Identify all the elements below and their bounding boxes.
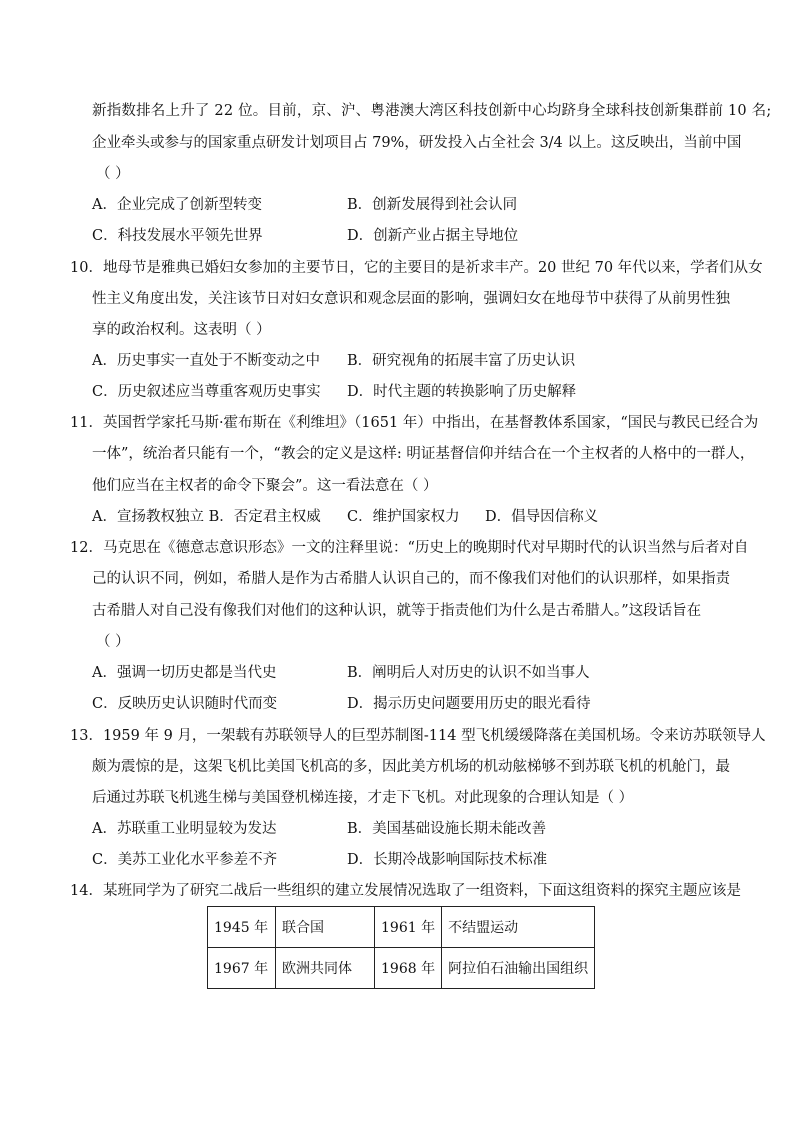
q9-line-3: （ ） [96, 166, 130, 182]
q12-option-a: A．强调一切历史都是当代史 [92, 665, 277, 681]
q12-line-4: （ ） [96, 634, 130, 650]
table-cell: 联合国 [276, 907, 375, 948]
q12-option-c: C．反映历史认识随时代而变 [92, 696, 278, 712]
q9-option-c: C．科技发展水平领先世界 [92, 228, 263, 244]
q12-line-3: 古希腊人对自己没有像我们对他们的这种认识，就等于指责他们为什么是古希腊人。”这段话旨在 [92, 603, 702, 619]
q13-line-1: 13．1959 年 9 月，一架载有苏联领导人的巨型苏制图-114 型飞机缓缓降落在美国机场。令来访苏联领导人 [70, 728, 766, 744]
q9-option-b: B．创新发展得到社会认同 [347, 197, 518, 213]
q12-option-d: D．揭示历史问题要用历史的眼光看待 [347, 696, 591, 712]
q13-option-b: B．美国基础设施长期未能改善 [347, 821, 547, 837]
organizations-table [207, 906, 595, 989]
q12-option-b: B．阐明后人对历史的认识不如当事人 [347, 665, 590, 681]
q10-line-3: 享的政治权利。这表明（ ） [92, 322, 271, 338]
table-cell: 1945 年 [208, 907, 276, 948]
q10-option-a: A．历史事实一直处于不断变动之中 [92, 353, 320, 369]
table-cell: 1961 年 [375, 907, 442, 948]
table-cell: 1968 年 [375, 948, 442, 989]
q9-option-d: D．创新产业占据主导地位 [347, 228, 519, 244]
q12-line-2: 己的认识不同，例如，希腊人是作为古希腊人认识自己的，而不像我们对他们的认识那样，如果指责 [92, 571, 730, 587]
table-cell: 阿拉伯石油输出国组织 [442, 948, 595, 989]
q10-option-d: D．时代主题的转换影响了历史解释 [347, 384, 577, 400]
table-row [208, 948, 595, 989]
q13-option-c: C．美苏工业化水平参差不齐 [92, 852, 278, 868]
table-row [208, 907, 595, 948]
table-cell: 欧洲共同体 [276, 948, 375, 989]
q10-option-b: B．研究视角的拓展丰富了历史认识 [347, 353, 576, 369]
q11-option-c: C．维护国家权力 [347, 509, 460, 525]
q11-line-2: 一体”，统治者只能有一个，“教会的定义是这样: 明证基督信仰并结合在一个主权者的人格中的一群人， [92, 446, 755, 462]
q13-option-d: D．长期冷战影响国际技术标准 [347, 852, 548, 868]
table-cell: 1967 年 [208, 948, 276, 989]
q13-line-2: 颇为震惊的是，这架飞机比美国飞机高的多，因此美方机场的机动舷梯够不到苏联飞机的机舱门，最 [92, 759, 730, 775]
q11-line-3: 他们应当在主权者的命令下聚会”。这一看法意在（ ） [92, 478, 438, 494]
q11-line-1: 11．英国哲学家托马斯·霍布斯在《利维坦》（1651 年）中指出，在基督教体系国家，“国民与教民已经合为 [70, 415, 759, 431]
q9-line-2: 企业牵头或参与的国家重点研发计划项目占 79%，研发投入占全社会 3/4 以上。这反映出，当前中国 [92, 135, 742, 151]
q10-line-1: 10．地母节是雅典已婚妇女参加的主要节日，它的主要目的是祈求丰产。20 世纪 70 年代以来，学者们从女 [70, 260, 763, 276]
q10-line-2: 性主义角度出发，关注该节日对妇女意识和观念层面的影响，强调妇女在地母节中获得了从前男性独 [92, 291, 730, 307]
q13-option-a: A．苏联重工业明显较为发达 [92, 821, 277, 837]
q14-line-1: 14．某班同学为了研究二战后一些组织的建立发展情况选取了一组资料，下面这组资料的探究主题应该是 [70, 883, 741, 899]
q10-option-c: C．历史叙述应当尊重客观历史事实 [92, 384, 321, 400]
q12-line-1: 12．马克思在《德意志意识形态》一文的注释里说：“历史上的晚期时代对早期时代的认识当然与后者对自 [70, 540, 749, 556]
table-cell: 不结盟运动 [442, 907, 595, 948]
q11-option-ab: A．宣扬教权独立 B．否定君主权威 [92, 509, 321, 525]
q11-option-d: D．倡导因信称义 [485, 509, 599, 525]
q9-line-1: 新指数排名上升了 22 位。目前，京、沪、粤港澳大湾区科技创新中心均跻身全球科技创新集群前 10 名; [92, 103, 772, 119]
q9-option-a: A．企业完成了创新型转变 [92, 197, 262, 213]
q13-line-3: 后通过苏联飞机逃生梯与美国登机梯连接，才走下飞机。对此现象的合理认知是（ ） [92, 790, 634, 806]
